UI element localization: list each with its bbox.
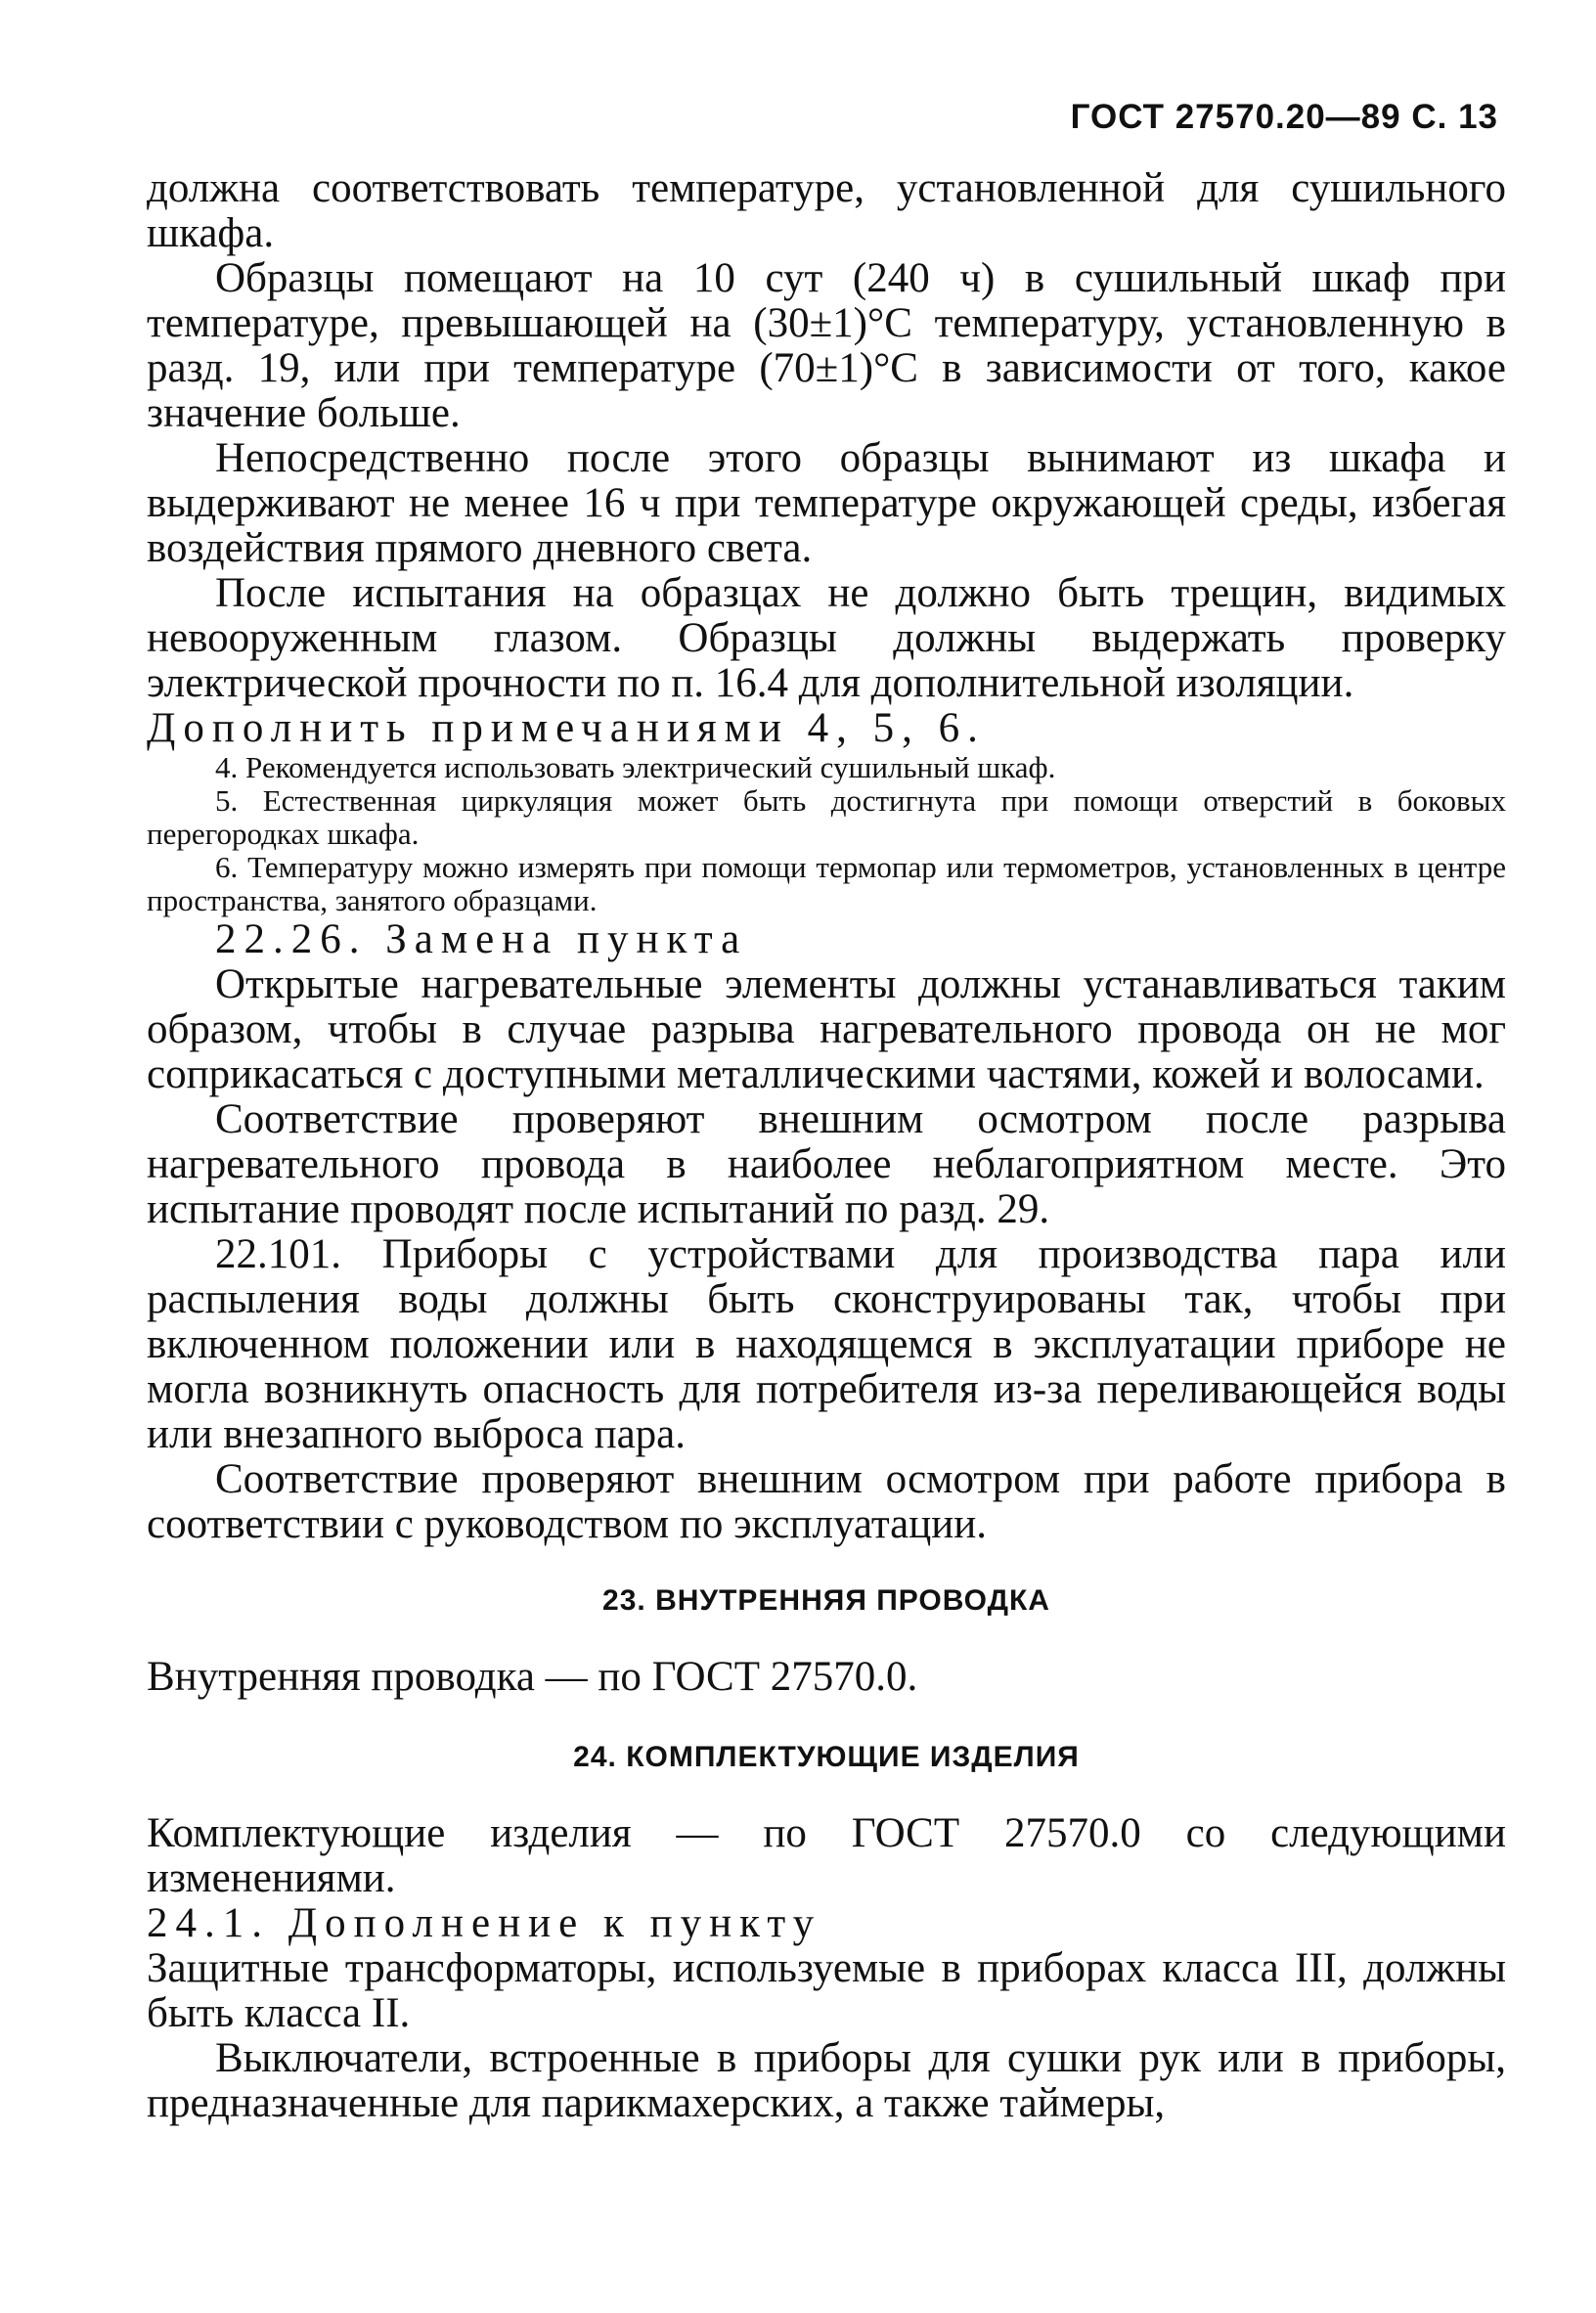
note-5: 5. Естественная циркуляция может быть достигнута при помощи отверстий в боковых перегородках шкафа. bbox=[147, 783, 1506, 851]
clause-heading: 22.26. Замена пункта bbox=[215, 916, 748, 962]
paragraph: После испытания на образцах не должно быть трещин, видимых невооруженным глазом. Образцы должны выдержать проверку электрической прочности по п. 16.4 для дополнительной изоляции. bbox=[147, 570, 1506, 706]
page-content bbox=[147, 166, 1506, 2126]
paragraph: Комплектующие изделия — по ГОСТ 27570.0 со следующими изменениями. bbox=[147, 1810, 1506, 1901]
paragraph: Открытые нагревательные элементы должны устанавливаться таким образом, чтобы в случае разрыва нагревательного провода он не мог соприкасаться с доступными металлическими частями, кожей и волосами. bbox=[147, 961, 1506, 1097]
paragraph: Защитные трансформаторы, используемые в приборах класса III, должны быть класса II. bbox=[147, 1945, 1506, 2036]
paragraph: Соответствие проверяют внешним осмотром после разрыва нагревательного провода в наиболее неблагоприятном месте. Это испытание проводят после испытаний по разд. 29. bbox=[147, 1096, 1506, 1232]
paragraph: Соответствие проверяют внешним осмотром при работе прибора в соответствии с руководством по эксплуатации. bbox=[147, 1456, 1506, 1547]
section-title-23: 23. ВНУТРЕННЯЯ ПРОВОДКА bbox=[602, 1584, 1050, 1617]
section-title-24: 24. КОМПЛЕКТУЮЩИЕ ИЗДЕЛИЯ bbox=[573, 1741, 1080, 1773]
paragraph: 22.101. Приборы с устройствами для производства пара или распыления воды должны быть сконструированы так, чтобы при включенном положении или в находящемся в эксплуатации приборе не могла возникнуть опасность для потребителя из-за переливающейся воды или внезапного выброса пара. bbox=[147, 1231, 1506, 1457]
paragraph: Непосредственно после этого образцы вынимают из шкафа и выдерживают не менее 16 ч при температуре окружающей среды, избегая воздействия прямого дневного света. bbox=[147, 435, 1506, 571]
note-4: 4. Рекомендуется использовать электрический сушильный шкаф. bbox=[215, 750, 1056, 784]
paragraph: Выключатели, встроенные в приборы для сушки рук или в приборы, предназначенные для парикмахерских, а также таймеры, bbox=[147, 2035, 1506, 2126]
note-6: 6. Температуру можно измерять при помощи термопар или термометров, установленных в центре пространства, занятого образцами. bbox=[147, 850, 1506, 917]
page-header: ГОСТ 27570.20—89 С. 13 bbox=[1070, 98, 1498, 136]
notes-intro: Дополнить примечаниями 4, 5, 6. bbox=[147, 705, 986, 751]
paragraph: Внутренняя проводка — по ГОСТ 27570.0. bbox=[147, 1654, 918, 1700]
paragraph: должна соответствовать температуре, установленной для сушильного шкафа. bbox=[147, 165, 1506, 256]
paragraph: Образцы помещают на 10 сут (240 ч) в сушильный шкаф при температуре, превышающей на (30±1)°С температуру, установленную в разд. 19, или при температуре (70±1)°С в зависимости от того, какое значение больше. bbox=[147, 255, 1506, 436]
clause-heading: 24.1. Дополнение к пункту bbox=[147, 1900, 822, 1946]
